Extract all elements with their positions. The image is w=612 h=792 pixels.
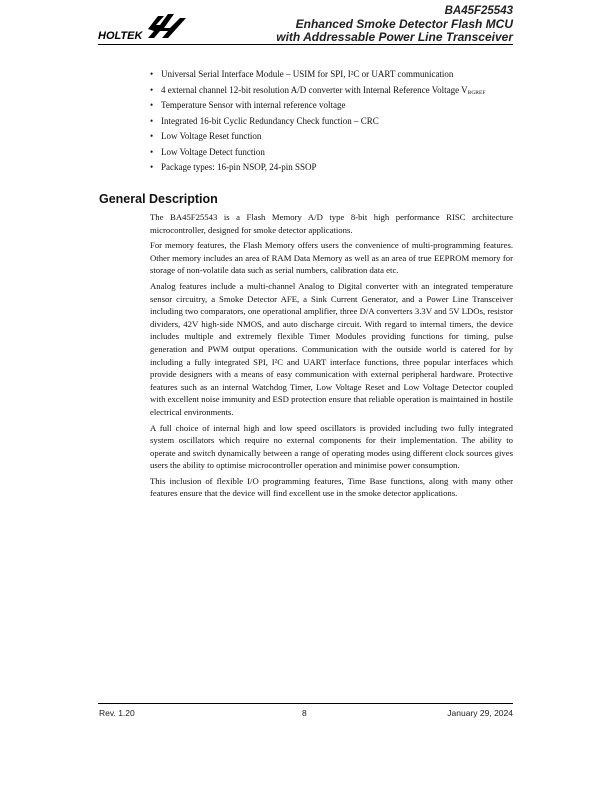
feature-list-item xyxy=(150,160,515,176)
description-paragraph: The BA45F25543 is a Flash Memory A/D type 8-bit high performance RISC architecture microcontroller, designed for smoke detector applications. xyxy=(150,212,513,235)
bullet-icon: • xyxy=(150,115,154,126)
feature-text: Universal Serial Interface Module – USIM for SPI, I²C or UART communication xyxy=(161,69,454,79)
description-paragraph: A full choice of internal high and low speed oscillators is provided including two fully integrated system oscillators which require no external components for their implementation. The ability to operate and switch dynamically between a range of operating modes using different clock sources gives users the ability to optimise microcontroller operation and minimise power consumption. xyxy=(150,422,513,471)
feature-text: Low Voltage Detect function xyxy=(161,146,265,157)
bullet-icon: • xyxy=(150,100,154,110)
logo-wordmark: HOLTEK xyxy=(98,30,143,42)
document-header xyxy=(276,5,513,43)
description-paragraph: For memory features, the Flash Memory offers users the convenience of multi-programming features. Other memory includes an area of RAM Data Memory as well as an area of true EEPROM memory for storage of non-volatile data such as serial numbers, calibration data etc. xyxy=(150,240,513,276)
holtek-logo xyxy=(98,12,188,42)
bullet-icon: • xyxy=(150,131,154,141)
document-subtitle-line1: Enhanced Smoke Detector Flash MCU xyxy=(295,17,513,31)
feature-list-item xyxy=(150,129,515,145)
feature-list-item xyxy=(150,114,515,130)
description-body xyxy=(150,211,513,503)
holtek-logo-icon xyxy=(98,12,188,42)
feature-list-item xyxy=(150,145,515,161)
feature-text: 4 external channel 12-bit resolution A/D converter with Internal Reference Voltage V xyxy=(161,84,468,95)
revision-label: Rev. 1.20 xyxy=(99,708,135,718)
bullet-icon: • xyxy=(150,84,154,95)
bullet-icon: • xyxy=(150,69,154,79)
feature-list-item xyxy=(150,98,515,114)
part-number: BA45F25543 xyxy=(444,5,513,17)
feature-text: Integrated 16-bit Cyclic Redundancy Check function – CRC xyxy=(161,115,379,126)
feature-subscript: BGREF xyxy=(467,89,486,96)
document-date: January 29, 2024 xyxy=(447,708,513,718)
feature-text: Low Voltage Reset function xyxy=(161,131,262,141)
section-heading: General Description xyxy=(99,192,218,206)
feature-text: Temperature Sensor with internal reference voltage xyxy=(161,100,346,110)
bullet-icon: • xyxy=(150,146,154,157)
feature-list-item xyxy=(150,67,515,83)
feature-list xyxy=(150,67,515,176)
feature-list-item xyxy=(150,83,515,99)
document-subtitle-line2: with Addressable Power Line Transceiver xyxy=(276,29,513,44)
description-paragraph: This inclusion of flexible I/O programming features, Time Base functions, along with many other features ensure that the device will find excellent use in the smoke detector applications. xyxy=(150,475,513,499)
bullet-icon: • xyxy=(150,162,154,172)
description-paragraph: Analog features include a multi-channel Analog to Digital converter with an integrated temperature sensor circuitry, a Smoke Detector AFE, a Sink Current Generator, and a Power Line Transceiver including two comparators, one operational amplifier, three D/A converters 3.3V and 5V LDOs, resistor dividers, 42V high-side NMOS, and auto discharge circuit. With regard to internal timers, the device includes multiple and extremely flexible Timer Modules providing functions for timing, pulse generation and PWM output operations. Communication with the outside world is catered for by including a fully integrated SPI, I²C and UART interface functions, three popular interfaces which provide designers with a means of easy communication with external peripheral hardware. Protective features such as an internal Watchdog Timer, Low Voltage Reset and Low Voltage Detector coupled with excellent noise immunity and ESD protection ensure that reliable operation is maintained in hostile electrical environments. xyxy=(150,280,513,417)
feature-text: Package types: 16-pin NSOP, 24-pin SSOP xyxy=(161,162,317,172)
page-number: 8 xyxy=(302,708,307,718)
header-divider xyxy=(98,44,513,45)
footer-divider xyxy=(98,703,513,704)
